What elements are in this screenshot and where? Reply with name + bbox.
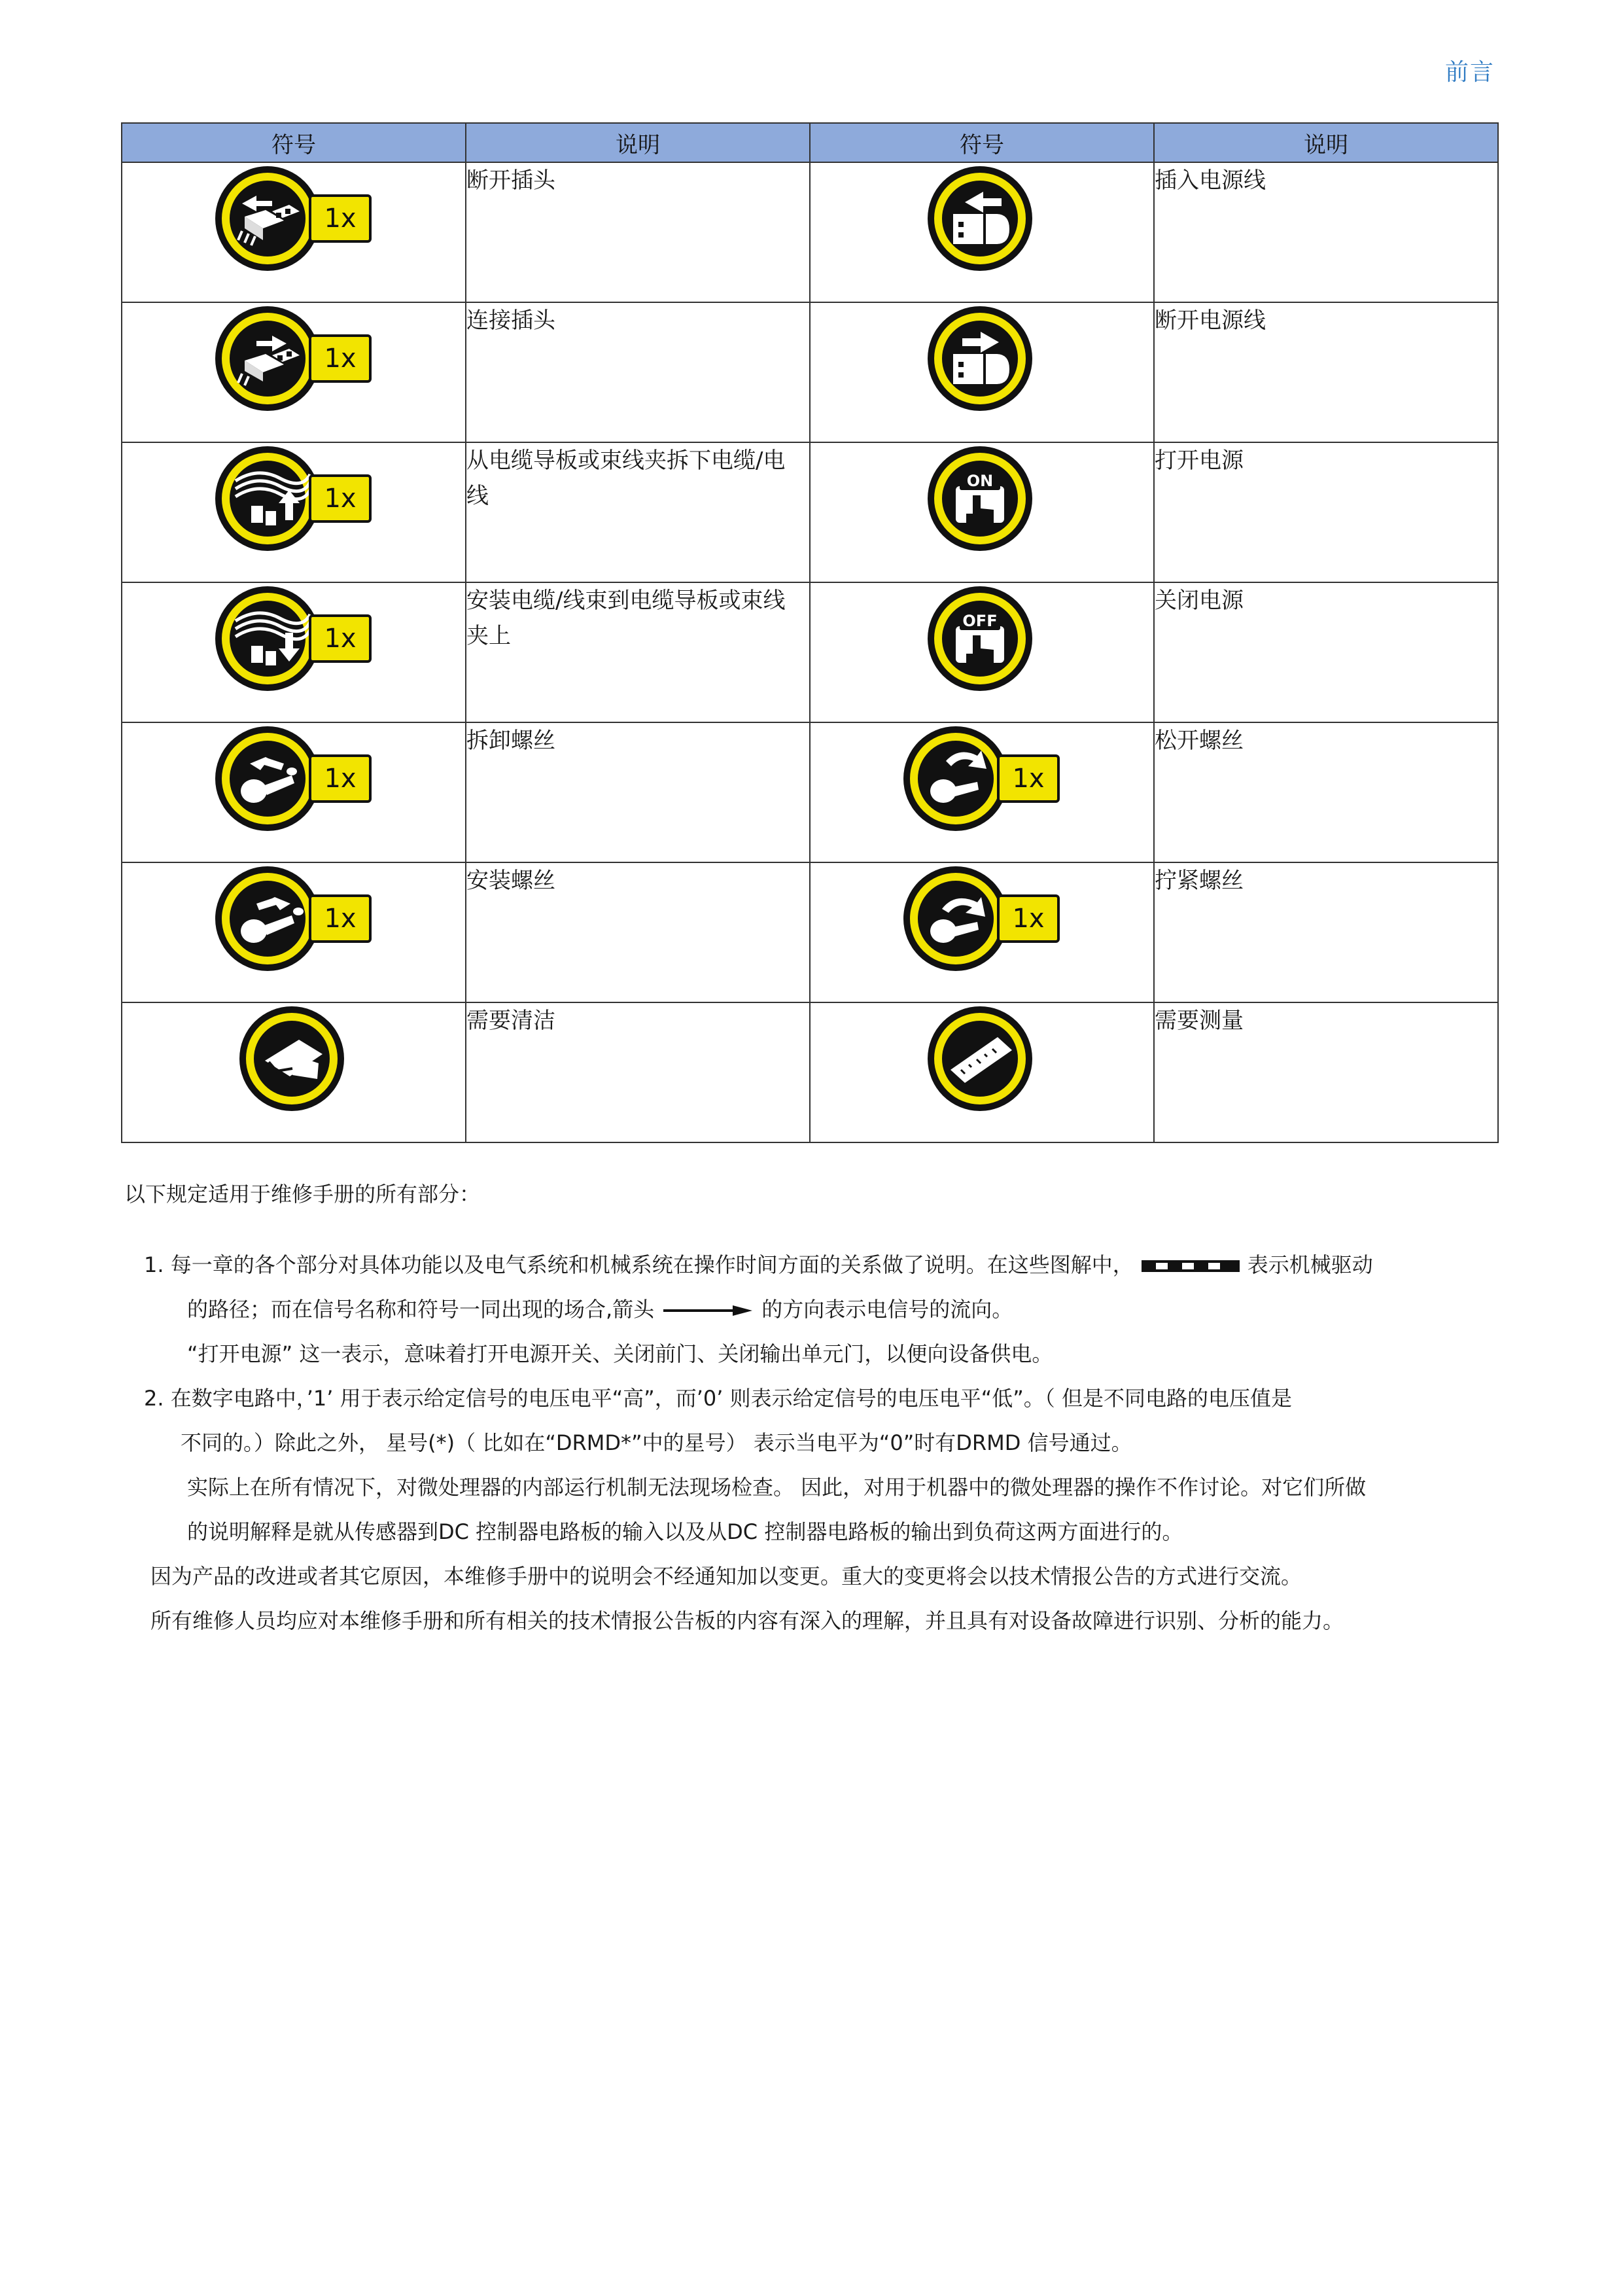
description-text: 松开螺丝 <box>1155 728 1244 754</box>
page-header-title: 前言 <box>1444 59 1495 86</box>
item2-line3: 实际上在所有情况下，对微处理器的内部运行机制无法现场检查。 因此，对用于机器中的微处理器的操作不作讨论。对它们所做 <box>187 1475 1367 1500</box>
symbol-cell <box>810 862 1154 1002</box>
symbol-cell <box>122 862 466 1002</box>
remove-cable-from-guide-icon <box>212 484 375 514</box>
description-text: 关闭电源 <box>1155 588 1244 614</box>
badge-text: 1x <box>1012 764 1045 794</box>
symbol-cell <box>810 302 1154 442</box>
symbol-cell <box>122 1002 466 1142</box>
description-text: 拆卸螺丝 <box>466 728 555 754</box>
remove-screw-icon <box>212 764 375 794</box>
table-row <box>122 862 1498 1002</box>
column-header-symbol: 符号 <box>122 123 466 162</box>
table-header-row <box>122 123 1498 162</box>
description-text: 从电缆导板或束线夹拆下电缆/电 线 <box>466 448 786 509</box>
badge-text: 1x <box>324 764 357 794</box>
description-cell <box>466 722 810 862</box>
badge-text: 1x <box>324 484 357 514</box>
item2-line2: 不同的。）除此之外， 星号(*)（ 比如在“DRMD*”中的星号） 表示当电平为“0”时有DRMD 信号通过。 <box>181 1430 1132 1455</box>
item1-text-d: 的方向表示电信号的流向。 <box>761 1297 1013 1322</box>
description-cell <box>466 582 810 722</box>
item1-line3: “打开电源” 这一表示，意味着打开电源开关、关闭前门、关闭输出单元门，以便向设备供电。 <box>187 1341 1053 1366</box>
badge-text: 1x <box>324 344 357 374</box>
connect-plug-icon <box>212 344 375 374</box>
description-cell <box>1154 582 1498 722</box>
description-text: 连接插头 <box>466 308 555 334</box>
table-row <box>122 1002 1498 1142</box>
symbol-table <box>121 122 1499 1143</box>
description-text: 安装电缆/线束到电缆导板或束线 夹上 <box>466 588 786 649</box>
description-text: 断开插头 <box>466 168 555 194</box>
description-cell <box>466 442 810 582</box>
description-cell <box>466 162 810 302</box>
description-text: 断开电源线 <box>1155 308 1266 334</box>
badge-text: 1x <box>324 624 357 654</box>
description-text: 安装螺丝 <box>466 868 555 894</box>
symbol-cell <box>810 162 1154 302</box>
symbol-cell <box>122 162 466 302</box>
description-cell <box>466 1002 810 1142</box>
symbol-cell <box>810 442 1154 582</box>
signal-flow-arrow-icon <box>662 1298 754 1323</box>
table-row <box>122 442 1498 582</box>
table-row <box>122 582 1498 722</box>
item1-line2 <box>187 1293 1013 1323</box>
description-cell <box>1154 1002 1498 1142</box>
table-row <box>122 162 1498 302</box>
symbol-cell <box>810 1002 1154 1142</box>
symbol-cell <box>810 722 1154 862</box>
description-cell <box>1154 862 1498 1002</box>
power-off-icon <box>924 612 1039 646</box>
column-header-symbol: 符号 <box>810 123 1154 162</box>
intro-paragraph: 以下规定适用于维修手册的所有部分： <box>124 1182 481 1207</box>
install-cable-to-guide-icon <box>212 624 375 654</box>
description-cell <box>466 862 810 1002</box>
note-paragraph-changes: 因为产品的改进或者其它原因，本维修手册中的说明会不经通知加以变更。重大的变更将会以技术情报公告的方式进行交流。 <box>150 1564 1302 1589</box>
symbol-cell <box>122 582 466 722</box>
description-text: 打开电源 <box>1155 448 1244 474</box>
table-row <box>122 722 1498 862</box>
badge-text: 1x <box>324 203 357 234</box>
body-text <box>124 1178 1505 1649</box>
symbol-cell <box>122 442 466 582</box>
description-text: 需要清洁 <box>466 1008 555 1034</box>
symbol-cell <box>122 302 466 442</box>
install-screw-icon <box>212 904 375 934</box>
cleaning-required-icon <box>236 1054 351 1067</box>
description-cell <box>466 302 810 442</box>
power-label-text: ON <box>966 472 994 490</box>
description-cell <box>1154 302 1498 442</box>
item1-text-a: 1. 每一章的各个部分对具体功能以及电气系统和机械系统在操作时间方面的关系做了说明。在这些图解中， <box>144 1252 1134 1277</box>
item1-text-b: 表示机械驱动 <box>1247 1252 1373 1277</box>
column-header-description: 说明 <box>1154 123 1498 162</box>
badge-text: 1x <box>324 904 357 934</box>
symbol-cell <box>122 722 466 862</box>
disconnect-power-cord-icon <box>924 354 1039 366</box>
column-header-description: 说明 <box>466 123 810 162</box>
note-paragraph-personnel: 所有维修人员均应对本维修手册和所有相关的技术情报公告板的内容有深入的理解，并且具有对设备故障进行识别、分析的能力。 <box>150 1608 1344 1633</box>
description-text: 拧紧螺丝 <box>1155 868 1244 894</box>
description-cell <box>1154 722 1498 862</box>
item2-line1: 2. 在数字电路中，’1’ 用于表示给定信号的电压电平“高”，而’0’ 则表示给定信号的电压电平“低”。（ 但是不同电路的电压值是 <box>144 1386 1292 1411</box>
description-text: 需要测量 <box>1155 1008 1244 1034</box>
power-on-icon <box>924 472 1039 506</box>
item2-line4: 的说明解释是就从传感器到DC 控制器电路板的输入以及从DC 控制器电路板的输出到负荷这两方面进行的。 <box>187 1519 1183 1544</box>
description-cell <box>1154 162 1498 302</box>
symbol-cell <box>810 582 1154 722</box>
item1-line1 <box>144 1248 1373 1279</box>
description-text: 插入电源线 <box>1155 168 1266 194</box>
insert-power-cord-icon <box>924 214 1039 226</box>
tighten-screw-icon <box>900 904 1064 934</box>
description-cell <box>1154 442 1498 582</box>
item1-text-c: 的路径；而在信号名称和符号一同出现的场合,箭头 <box>187 1297 655 1322</box>
power-label-text: OFF <box>962 612 998 630</box>
badge-text: 1x <box>1012 904 1045 934</box>
table-row <box>122 302 1498 442</box>
measurement-required-icon <box>924 1054 1039 1067</box>
disconnect-plug-icon <box>212 203 375 234</box>
loosen-screw-icon <box>900 764 1064 794</box>
mechanical-drive-path-icon <box>1142 1254 1240 1279</box>
